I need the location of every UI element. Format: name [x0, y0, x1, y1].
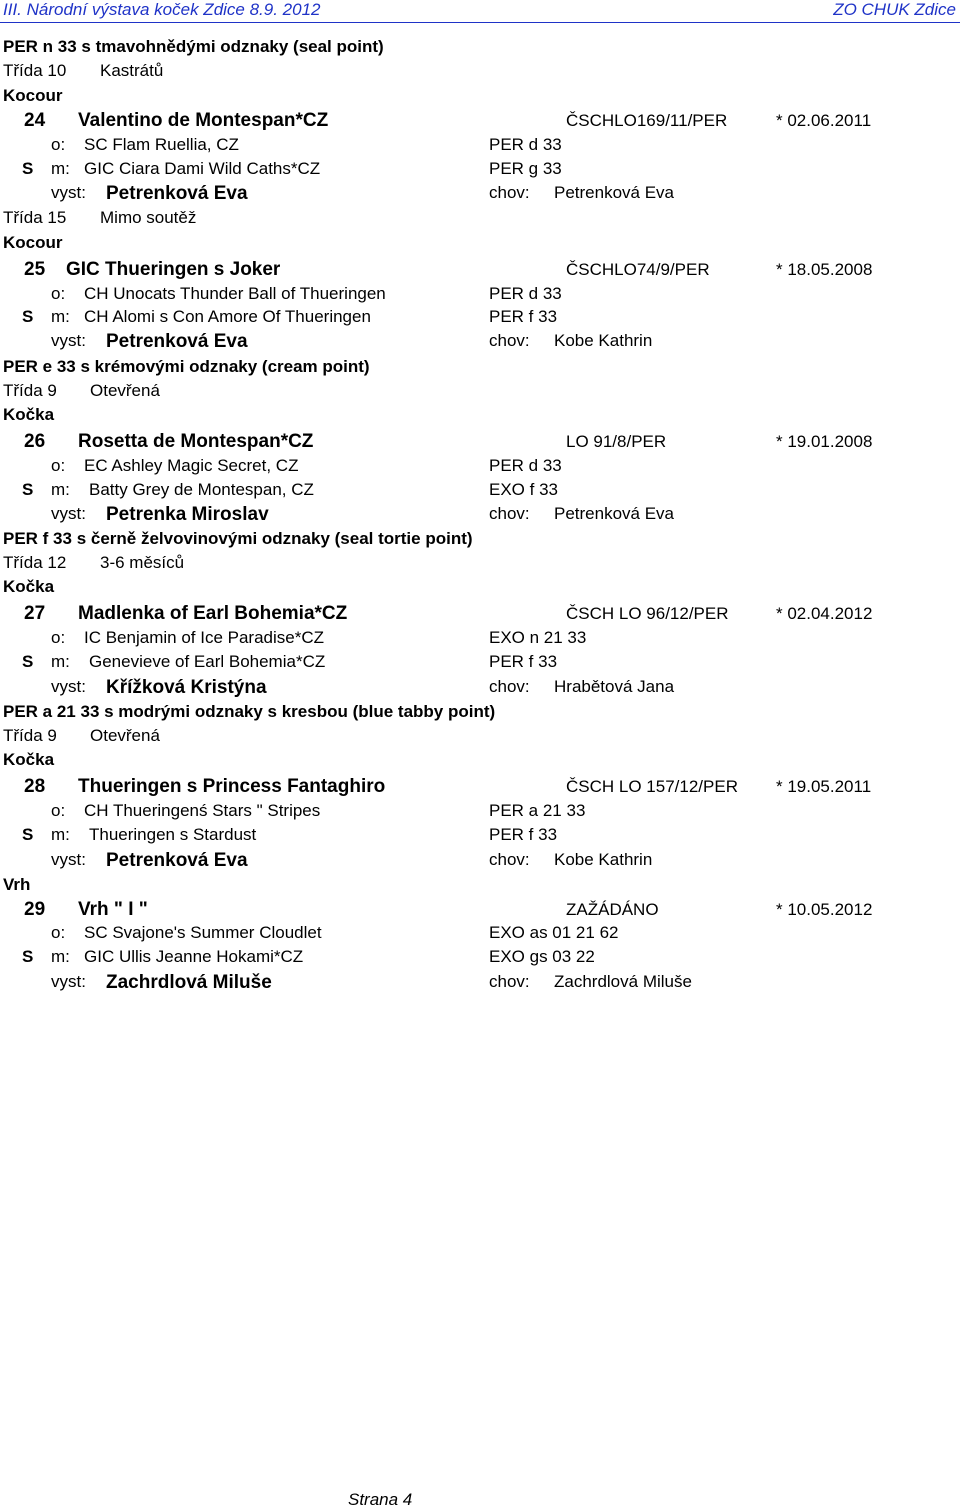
sex-label: Vrh: [3, 875, 31, 894]
mother-name: Batty Grey de Montespan, CZ: [89, 480, 314, 499]
breeder-label: chov:: [489, 504, 530, 523]
s-marker: S: [22, 307, 34, 326]
breeder-label: chov:: [489, 850, 530, 869]
class-label: Třída 10: [3, 61, 67, 80]
cat-birthdate: * 02.04.2012: [776, 604, 873, 623]
father-name: CH Unocats Thunder Ball of Thueringen: [84, 284, 386, 303]
mother-ems: PER f 33: [489, 825, 558, 844]
class-label: Třída 9: [3, 381, 57, 400]
class-name: Otevřená: [90, 726, 160, 745]
breeder-label: chov:: [489, 183, 530, 202]
exhibitor-label: vyst:: [51, 504, 86, 523]
breeder-name: Hrabětová Jana: [554, 677, 675, 696]
father-name: IC Benjamin of Ice Paradise*CZ: [84, 628, 324, 647]
class-label: Třída 12: [3, 553, 67, 572]
mother-name: GIC Ullis Jeanne Hokami*CZ: [84, 947, 304, 966]
cat-registration: ČSCHLO74/9/PER: [566, 260, 710, 279]
father-label: o:: [51, 284, 66, 303]
father-ems: EXO n 21 33: [489, 628, 587, 647]
mother-ems: EXO gs 03 22: [489, 947, 595, 966]
father-name: EC Ashley Magic Secret, CZ: [84, 456, 299, 475]
class-name: Kastrátů: [100, 61, 164, 80]
exhibitor-name: Křížková Kristýna: [106, 677, 267, 698]
mother-label: m:: [51, 159, 70, 178]
class-name: Otevřená: [90, 381, 160, 400]
exhibitor-name: Petrenková Eva: [106, 850, 248, 871]
group-title: PER e 33 s krémovými odznaky (cream point): [3, 357, 370, 376]
breeder-name: Petrenková Eva: [554, 504, 675, 523]
mother-label: m:: [51, 652, 70, 671]
cat-registration: ZAŽÁDÁNO: [566, 900, 659, 919]
breeder-name: Kobe Kathrin: [554, 331, 653, 350]
exhibitor-name: Petrenková Eva: [106, 183, 248, 204]
breeder-label: chov:: [489, 677, 530, 696]
father-ems: PER d 33: [489, 456, 562, 475]
father-label: o:: [51, 923, 66, 942]
sex-label: Kočka: [3, 577, 55, 596]
s-marker: S: [22, 652, 34, 671]
s-marker: S: [22, 159, 34, 178]
father-label: o:: [51, 456, 66, 475]
exhibitor-name: Petrenka Miroslav: [106, 504, 269, 525]
father-label: o:: [51, 628, 66, 647]
mother-name: Thueringen s Stardust: [89, 825, 257, 844]
cat-name: Thueringen s Princess Fantaghiro: [78, 776, 386, 797]
mother-name: Genevieve of Earl Bohemia*CZ: [89, 652, 326, 671]
cat-name: GIC Thueringen s Joker: [66, 259, 281, 280]
sex-label: Kočka: [3, 405, 55, 424]
class-label: Třída 15: [3, 208, 67, 227]
cat-registration: LO 91/8/PER: [566, 432, 667, 451]
class-name: Mimo soutěž: [100, 208, 197, 227]
s-marker: S: [22, 825, 34, 844]
organizer: ZO CHUK Zdice: [833, 0, 956, 19]
father-name: CH Thueringenś Stars " Stripes: [84, 801, 321, 820]
exhibitor-label: vyst:: [51, 331, 86, 350]
father-ems: PER d 33: [489, 135, 562, 154]
cat-number: 25: [24, 259, 46, 280]
cat-name: Valentino de Montespan*CZ: [78, 110, 329, 131]
exhibitor-label: vyst:: [51, 972, 86, 991]
cat-name: Vrh " I ": [78, 899, 148, 920]
cat-birthdate: * 19.05.2011: [776, 777, 872, 796]
cat-name: Rosetta de Montespan*CZ: [78, 431, 314, 452]
class-name: 3-6 měsíců: [100, 553, 185, 572]
breeder-name: Zachrdlová Miluše: [554, 972, 692, 991]
breeder-name: Petrenková Eva: [554, 183, 675, 202]
cat-number: 27: [24, 603, 46, 624]
s-marker: S: [22, 947, 34, 966]
breeder-name: Kobe Kathrin: [554, 850, 653, 869]
mother-label: m:: [51, 480, 70, 499]
cat-registration: ČSCH LO 96/12/PER: [566, 604, 729, 623]
exhibitor-label: vyst:: [51, 677, 86, 696]
cat-registration: ČSCH LO 157/12/PER: [566, 777, 738, 796]
father-ems: PER d 33: [489, 284, 562, 303]
mother-ems: PER g 33: [489, 159, 562, 178]
mother-label: m:: [51, 307, 70, 326]
cat-birthdate: * 19.01.2008: [776, 432, 873, 451]
sex-label: Kocour: [3, 86, 63, 105]
sex-label: Kočka: [3, 750, 55, 769]
cat-registration: ČSCHLO169/11/PER: [566, 111, 728, 130]
father-ems: EXO as 01 21 62: [489, 923, 619, 942]
father-ems: PER a 21 33: [489, 801, 586, 820]
father-name: SC Flam Ruellia, CZ: [84, 135, 239, 154]
mother-name: GIC Ciara Dami Wild Caths*CZ: [84, 159, 321, 178]
breeder-label: chov:: [489, 331, 530, 350]
mother-ems: PER f 33: [489, 652, 558, 671]
exhibitor-label: vyst:: [51, 183, 86, 202]
page-number: Strana 4: [348, 1490, 413, 1509]
cat-number: 29: [24, 899, 46, 920]
cat-number: 28: [24, 776, 46, 797]
cat-number: 26: [24, 431, 46, 452]
father-label: o:: [51, 801, 66, 820]
cat-birthdate: * 02.06.2011: [776, 111, 872, 130]
mother-label: m:: [51, 947, 70, 966]
class-label: Třída 9: [3, 726, 57, 745]
exhibitor-name: Petrenková Eva: [106, 331, 248, 352]
group-title: PER n 33 s tmavohnědými odznaky (seal point): [3, 37, 384, 56]
father-name: SC Svajone's Summer Cloudlet: [84, 923, 322, 942]
page-header: [0, 0, 960, 23]
cat-birthdate: * 10.05.2012: [776, 900, 873, 919]
cat-name: Madlenka of Earl Bohemia*CZ: [78, 603, 348, 624]
mother-ems: EXO f 33: [489, 480, 558, 499]
show-title: III. Národní výstava koček Zdice 8.9. 2012: [3, 0, 321, 19]
cat-birthdate: * 18.05.2008: [776, 260, 873, 279]
father-label: o:: [51, 135, 66, 154]
breeder-label: chov:: [489, 972, 530, 991]
exhibitor-name: Zachrdlová Miluše: [106, 972, 272, 993]
mother-name: CH Alomi s Con Amore Of Thueringen: [84, 307, 371, 326]
cat-number: 24: [24, 110, 46, 131]
s-marker: S: [22, 480, 34, 499]
mother-label: m:: [51, 825, 70, 844]
group-title: PER f 33 s černě želvovinovými odznaky (seal tortie point): [3, 529, 473, 548]
sex-label: Kocour: [3, 233, 63, 252]
exhibitor-label: vyst:: [51, 850, 86, 869]
mother-ems: PER f 33: [489, 307, 558, 326]
group-title: PER a 21 33 s modrými odznaky s kresbou (blue tabby point): [3, 702, 496, 721]
